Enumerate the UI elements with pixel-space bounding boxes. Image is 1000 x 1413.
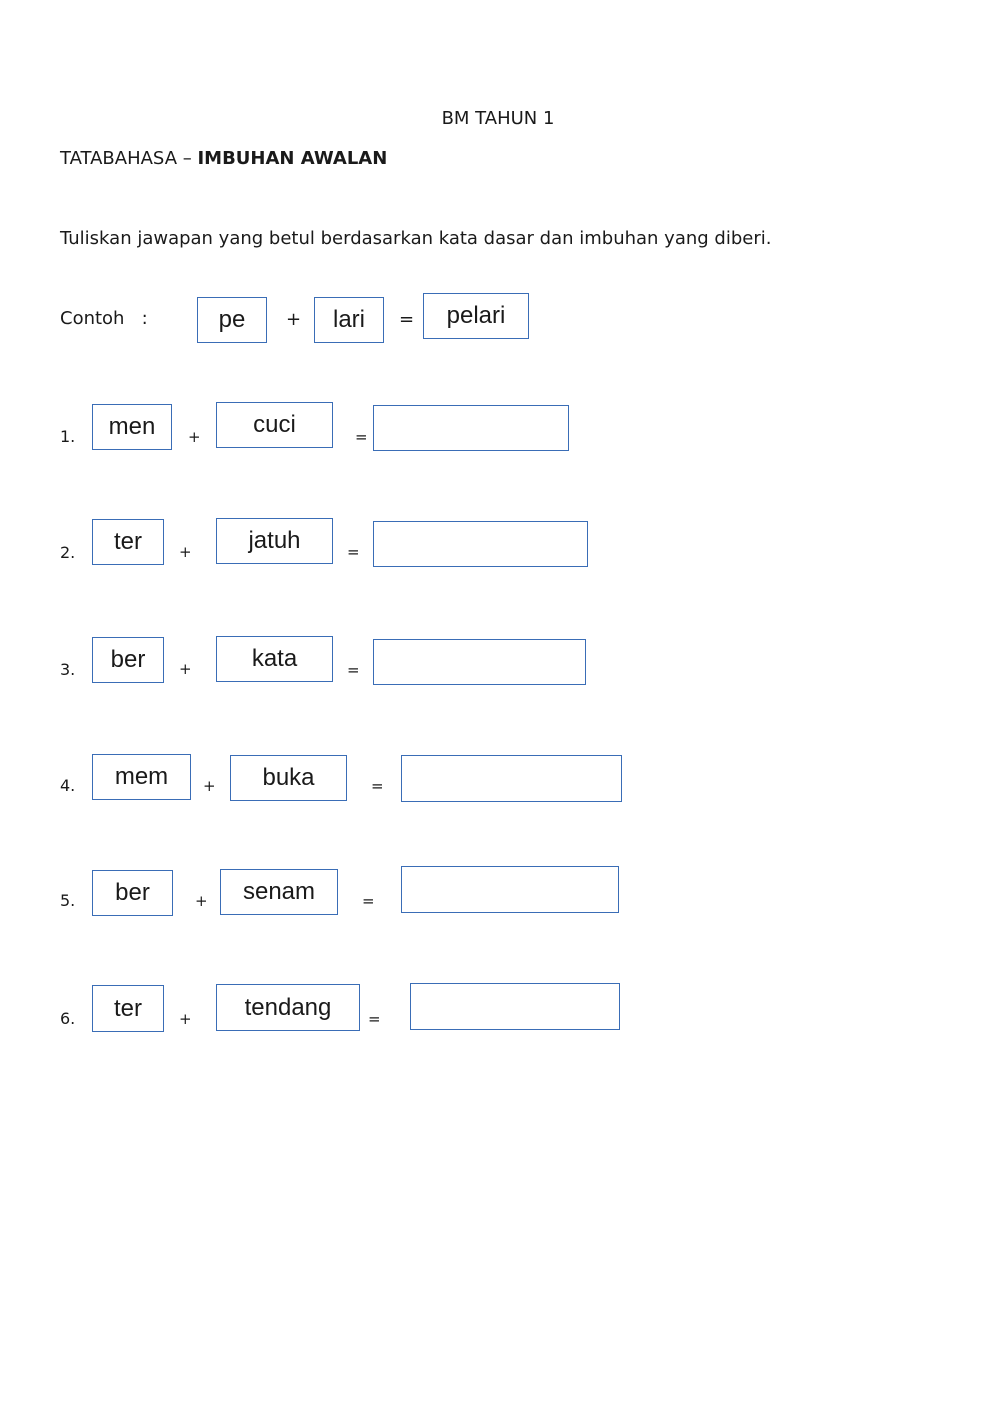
answer-input-1[interactable] [374, 406, 568, 450]
question-number: 3. [60, 660, 76, 679]
root-word-box: jatuh [216, 518, 333, 564]
equals-sign: = [347, 661, 360, 679]
root-word-box: kata [216, 636, 333, 682]
example-prefix-box: pe [197, 297, 267, 343]
equals-sign: = [368, 1010, 381, 1028]
prefix-box: ter [92, 519, 164, 565]
topic-prefix: TATABAHASA – [60, 148, 198, 169]
answer-box[interactable] [401, 755, 622, 802]
equals-sign: = [371, 777, 384, 795]
answer-input-4[interactable] [402, 756, 621, 801]
answer-input-6[interactable] [411, 984, 619, 1029]
answer-box[interactable] [410, 983, 620, 1030]
answer-input-5[interactable] [402, 867, 618, 912]
root-word-box: senam [220, 869, 338, 915]
root-word-box: cuci [216, 402, 333, 448]
example-plus: + [286, 309, 302, 330]
equals-sign: = [355, 428, 368, 446]
example-answer-box: pelari [423, 293, 529, 339]
question-number: 2. [60, 543, 76, 562]
question-number: 6. [60, 1009, 76, 1028]
question-number: 4. [60, 776, 76, 795]
plus-sign: + [203, 777, 216, 795]
page-title [0, 108, 1000, 129]
plus-sign: + [188, 428, 201, 446]
plus-sign: + [179, 660, 192, 678]
prefix-box: ber [92, 637, 164, 683]
answer-box[interactable] [373, 639, 586, 685]
answer-box[interactable] [373, 521, 588, 567]
question-number: 5. [60, 891, 76, 910]
example-label: Contoh : [60, 308, 148, 329]
page-title-text: BM TAHUN 1 [441, 108, 555, 129]
equals-sign: = [347, 543, 360, 561]
answer-box[interactable] [401, 866, 619, 913]
prefix-box: mem [92, 754, 191, 800]
answer-box[interactable] [373, 405, 569, 451]
plus-sign: + [179, 543, 192, 561]
question-number: 1. [60, 427, 76, 446]
topic-bold: IMBUHAN AWALAN [197, 148, 388, 169]
topic-heading [60, 148, 387, 169]
prefix-box: ber [92, 870, 173, 916]
prefix-box: ter [92, 985, 164, 1032]
example-root-box: lari [314, 297, 384, 343]
prefix-box: men [92, 404, 172, 450]
answer-input-3[interactable] [374, 640, 585, 684]
plus-sign: + [179, 1010, 192, 1028]
example-equals: = [399, 309, 415, 330]
plus-sign: + [195, 892, 208, 910]
root-word-box: buka [230, 755, 347, 801]
answer-input-2[interactable] [374, 522, 587, 566]
instruction-text: Tuliskan jawapan yang betul berdasarkan kata dasar dan imbuhan yang diberi. [60, 228, 772, 249]
root-word-box: tendang [216, 984, 360, 1031]
equals-sign: = [362, 892, 375, 910]
